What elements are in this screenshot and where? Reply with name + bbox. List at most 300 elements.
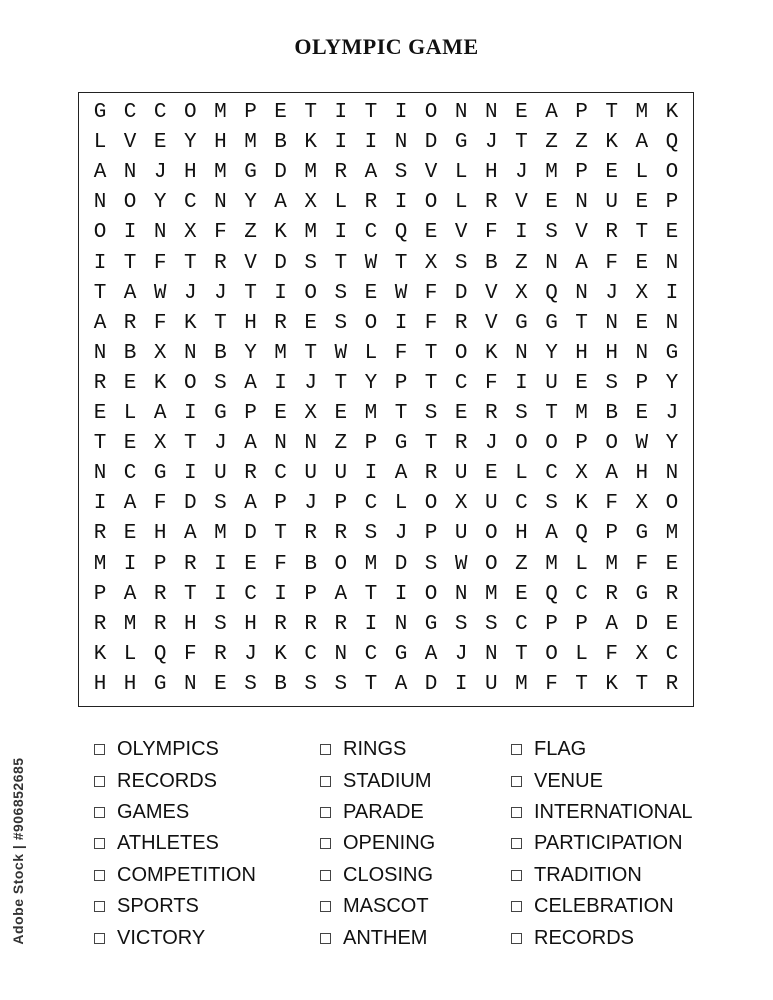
checkbox-icon[interactable] bbox=[320, 870, 331, 881]
grid-letter[interactable]: O bbox=[665, 161, 679, 185]
grid-letter[interactable]: N bbox=[605, 311, 618, 335]
grid-letter[interactable]: E bbox=[123, 371, 137, 395]
grid-letter[interactable]: R bbox=[484, 402, 498, 425]
grid-letter[interactable]: C bbox=[364, 642, 378, 666]
grid-letter[interactable]: I bbox=[364, 612, 378, 636]
grid-letter[interactable]: T bbox=[635, 672, 649, 696]
grid-letter[interactable]: F bbox=[635, 552, 649, 576]
grid-letter[interactable]: J bbox=[214, 432, 227, 456]
grid-letter[interactable]: P bbox=[304, 582, 317, 606]
grid-letter[interactable]: A bbox=[635, 131, 649, 155]
grid-letter[interactable]: O bbox=[93, 221, 107, 245]
grid-letter[interactable]: I bbox=[274, 582, 287, 606]
checkbox-icon[interactable] bbox=[94, 744, 105, 755]
grid-letter[interactable]: M bbox=[575, 402, 588, 425]
grid-letter[interactable]: E bbox=[424, 221, 438, 245]
grid-letter[interactable]: N bbox=[454, 582, 468, 606]
grid-letter[interactable]: S bbox=[454, 612, 468, 636]
grid-letter[interactable]: N bbox=[665, 311, 679, 335]
grid-letter[interactable]: F bbox=[484, 221, 498, 245]
grid-letter[interactable]: P bbox=[153, 552, 167, 576]
grid-letter[interactable]: R bbox=[605, 221, 618, 245]
grid-letter[interactable]: E bbox=[334, 402, 348, 425]
grid-letter[interactable]: E bbox=[244, 552, 257, 576]
grid-letter[interactable]: O bbox=[334, 552, 348, 576]
grid-letter[interactable]: N bbox=[334, 642, 348, 666]
checkbox-icon[interactable] bbox=[511, 933, 522, 944]
grid-letter[interactable]: R bbox=[454, 311, 468, 335]
grid-letter[interactable]: G bbox=[635, 522, 649, 546]
grid-letter[interactable]: N bbox=[665, 462, 679, 486]
grid-letter[interactable]: S bbox=[304, 251, 317, 275]
grid-letter[interactable]: T bbox=[334, 371, 348, 395]
grid-letter[interactable]: T bbox=[244, 281, 257, 305]
grid-letter[interactable]: M bbox=[214, 101, 227, 124]
grid-letter[interactable]: F bbox=[153, 492, 167, 516]
grid-letter[interactable]: H bbox=[183, 161, 197, 185]
grid-letter[interactable]: X bbox=[183, 221, 197, 245]
grid-letter[interactable]: J bbox=[394, 522, 408, 546]
grid-letter[interactable]: K bbox=[575, 492, 588, 516]
grid-letter[interactable]: A bbox=[123, 492, 137, 516]
grid-letter[interactable]: R bbox=[665, 582, 679, 606]
grid-letter[interactable]: W bbox=[334, 341, 348, 365]
grid-letter[interactable]: S bbox=[364, 522, 378, 546]
grid-letter[interactable]: Z bbox=[244, 221, 257, 245]
grid-letter[interactable]: J bbox=[304, 492, 317, 516]
grid-letter[interactable]: I bbox=[334, 101, 348, 124]
grid-letter[interactable]: A bbox=[364, 161, 378, 185]
grid-letter[interactable]: D bbox=[454, 281, 468, 305]
grid-letter[interactable]: N bbox=[183, 672, 197, 696]
grid-letter[interactable]: N bbox=[214, 191, 227, 215]
grid-letter[interactable]: I bbox=[364, 131, 378, 155]
grid-letter[interactable]: J bbox=[183, 281, 197, 305]
grid-letter[interactable]: N bbox=[575, 191, 588, 215]
grid-letter[interactable]: X bbox=[635, 642, 649, 666]
grid-letter[interactable]: X bbox=[635, 281, 649, 305]
grid-letter[interactable]: A bbox=[153, 402, 167, 425]
grid-letter[interactable]: M bbox=[364, 402, 378, 425]
grid-letter[interactable]: C bbox=[545, 462, 558, 486]
grid-letter[interactable]: R bbox=[93, 371, 107, 395]
grid-letter[interactable]: C bbox=[274, 462, 287, 486]
grid-letter[interactable]: A bbox=[394, 672, 408, 696]
grid-letter[interactable]: K bbox=[484, 341, 498, 365]
grid-letter[interactable]: U bbox=[545, 371, 558, 395]
grid-letter[interactable]: F bbox=[274, 552, 287, 576]
grid-letter[interactable]: E bbox=[304, 311, 317, 335]
grid-letter[interactable]: N bbox=[394, 131, 408, 155]
grid-letter[interactable]: I bbox=[274, 281, 287, 305]
grid-letter[interactable]: T bbox=[424, 432, 438, 456]
grid-letter[interactable]: T bbox=[183, 582, 197, 606]
grid-letter[interactable]: M bbox=[244, 131, 257, 155]
grid-letter[interactable]: N bbox=[93, 341, 107, 365]
grid-letter[interactable]: N bbox=[515, 341, 528, 365]
grid-letter[interactable]: U bbox=[214, 462, 227, 486]
grid-letter[interactable]: L bbox=[364, 341, 378, 365]
grid-letter[interactable]: L bbox=[454, 161, 468, 185]
grid-letter[interactable]: P bbox=[635, 371, 649, 395]
grid-letter[interactable]: H bbox=[214, 131, 227, 155]
grid-letter[interactable]: H bbox=[183, 612, 197, 636]
grid-letter[interactable]: E bbox=[545, 191, 558, 215]
checkbox-icon[interactable] bbox=[94, 838, 105, 849]
grid-letter[interactable]: Q bbox=[153, 642, 167, 666]
checkbox-icon[interactable] bbox=[320, 807, 331, 818]
grid-letter[interactable]: A bbox=[244, 432, 257, 456]
grid-letter[interactable]: V bbox=[484, 311, 498, 335]
grid-letter[interactable]: B bbox=[274, 672, 287, 696]
grid-letter[interactable]: T bbox=[364, 582, 378, 606]
grid-letter[interactable]: F bbox=[424, 311, 438, 335]
grid-letter[interactable]: P bbox=[605, 522, 618, 546]
grid-letter[interactable]: H bbox=[635, 462, 649, 486]
grid-letter[interactable]: Q bbox=[545, 582, 558, 606]
grid-letter[interactable]: P bbox=[575, 612, 588, 636]
grid-letter[interactable]: X bbox=[424, 251, 438, 275]
grid-letter[interactable]: S bbox=[454, 251, 468, 275]
grid-letter[interactable]: H bbox=[153, 522, 167, 546]
grid-letter[interactable]: X bbox=[454, 492, 468, 516]
grid-letter[interactable]: R bbox=[304, 612, 317, 636]
grid-letter[interactable]: O bbox=[484, 552, 498, 576]
grid-letter[interactable]: F bbox=[183, 642, 197, 666]
grid-letter[interactable]: I bbox=[214, 582, 227, 606]
grid-letter[interactable]: L bbox=[123, 402, 137, 425]
grid-letter[interactable]: V bbox=[454, 221, 468, 245]
grid-letter[interactable]: K bbox=[605, 672, 618, 696]
grid-letter[interactable]: D bbox=[424, 131, 438, 155]
grid-letter[interactable]: R bbox=[214, 251, 227, 275]
grid-letter[interactable]: T bbox=[93, 432, 107, 456]
grid-letter[interactable]: P bbox=[545, 612, 558, 636]
grid-letter[interactable]: U bbox=[304, 462, 317, 486]
grid-letter[interactable]: J bbox=[605, 281, 618, 305]
grid-letter[interactable]: R bbox=[424, 462, 438, 486]
grid-letter[interactable]: X bbox=[304, 191, 317, 215]
grid-letter[interactable]: B bbox=[274, 131, 287, 155]
grid-letter[interactable]: S bbox=[484, 612, 498, 636]
grid-letter[interactable]: M bbox=[304, 161, 317, 185]
grid-letter[interactable]: G bbox=[153, 462, 167, 486]
grid-letter[interactable]: E bbox=[123, 522, 137, 546]
grid-letter[interactable]: I bbox=[515, 371, 528, 395]
grid-letter[interactable]: E bbox=[484, 462, 498, 486]
grid-letter[interactable]: J bbox=[484, 131, 498, 155]
grid-letter[interactable]: H bbox=[605, 341, 618, 365]
grid-letter[interactable]: N bbox=[484, 642, 498, 666]
grid-letter[interactable]: A bbox=[605, 462, 618, 486]
grid-letter[interactable]: S bbox=[545, 492, 558, 516]
grid-letter[interactable]: F bbox=[394, 341, 408, 365]
grid-letter[interactable]: I bbox=[334, 221, 348, 245]
grid-letter[interactable]: B bbox=[304, 552, 317, 576]
grid-letter[interactable]: Z bbox=[575, 131, 588, 155]
grid-letter[interactable]: P bbox=[244, 402, 257, 425]
grid-letter[interactable]: V bbox=[484, 281, 498, 305]
grid-letter[interactable]: H bbox=[244, 311, 257, 335]
checkbox-icon[interactable] bbox=[94, 870, 105, 881]
grid-letter[interactable]: O bbox=[123, 191, 137, 215]
grid-letter[interactable]: G bbox=[424, 612, 438, 636]
grid-letter[interactable]: J bbox=[515, 161, 528, 185]
grid-letter[interactable]: T bbox=[93, 281, 107, 305]
grid-letter[interactable]: N bbox=[183, 341, 197, 365]
grid-letter[interactable]: T bbox=[214, 311, 227, 335]
grid-letter[interactable]: X bbox=[153, 341, 167, 365]
grid-letter[interactable]: W bbox=[153, 281, 167, 305]
grid-letter[interactable]: M bbox=[515, 672, 528, 696]
grid-letter[interactable]: L bbox=[123, 642, 137, 666]
grid-letter[interactable]: A bbox=[93, 161, 107, 185]
grid-letter[interactable]: E bbox=[515, 101, 528, 124]
grid-letter[interactable]: R bbox=[454, 432, 468, 456]
grid-letter[interactable]: E bbox=[123, 432, 137, 456]
grid-letter[interactable]: M bbox=[274, 341, 287, 365]
grid-letter[interactable]: O bbox=[665, 492, 679, 516]
grid-letter[interactable]: Y bbox=[153, 191, 167, 215]
grid-letter[interactable]: Z bbox=[515, 251, 528, 275]
grid-letter[interactable]: P bbox=[665, 191, 679, 215]
grid-letter[interactable]: U bbox=[605, 191, 618, 215]
grid-letter[interactable]: P bbox=[334, 492, 348, 516]
grid-letter[interactable]: R bbox=[334, 522, 348, 546]
grid-letter[interactable]: C bbox=[304, 642, 317, 666]
grid-letter[interactable]: L bbox=[575, 642, 588, 666]
grid-letter[interactable]: I bbox=[214, 552, 227, 576]
grid-letter[interactable]: M bbox=[304, 221, 317, 245]
grid-letter[interactable]: X bbox=[515, 281, 528, 305]
grid-letter[interactable]: Y bbox=[183, 131, 197, 155]
grid-letter[interactable]: E bbox=[93, 402, 107, 425]
grid-letter[interactable]: R bbox=[334, 161, 348, 185]
grid-letter[interactable]: T bbox=[274, 522, 287, 546]
grid-letter[interactable]: Y bbox=[665, 371, 679, 395]
grid-letter[interactable]: R bbox=[274, 311, 287, 335]
grid-letter[interactable]: W bbox=[454, 552, 468, 576]
grid-letter[interactable]: T bbox=[424, 341, 438, 365]
checkbox-icon[interactable] bbox=[320, 933, 331, 944]
grid-letter[interactable]: R bbox=[153, 582, 167, 606]
grid-letter[interactable]: T bbox=[545, 402, 558, 425]
grid-letter[interactable]: Y bbox=[364, 371, 378, 395]
grid-letter[interactable]: L bbox=[93, 131, 107, 155]
grid-letter[interactable]: A bbox=[545, 522, 558, 546]
grid-letter[interactable]: T bbox=[183, 251, 197, 275]
grid-letter[interactable]: N bbox=[575, 281, 588, 305]
grid-letter[interactable]: W bbox=[635, 432, 649, 456]
grid-letter[interactable]: E bbox=[364, 281, 378, 305]
grid-letter[interactable]: Y bbox=[244, 191, 257, 215]
grid-letter[interactable]: M bbox=[214, 522, 227, 546]
grid-letter[interactable]: A bbox=[123, 281, 137, 305]
grid-letter[interactable]: T bbox=[515, 642, 528, 666]
grid-letter[interactable]: O bbox=[424, 492, 438, 516]
grid-letter[interactable]: A bbox=[244, 492, 257, 516]
grid-letter[interactable]: C bbox=[123, 101, 137, 124]
grid-letter[interactable]: K bbox=[183, 311, 197, 335]
grid-letter[interactable]: O bbox=[454, 341, 468, 365]
grid-letter[interactable]: P bbox=[575, 432, 588, 456]
grid-letter[interactable]: A bbox=[274, 191, 287, 215]
grid-letter[interactable]: H bbox=[244, 612, 257, 636]
grid-letter[interactable]: T bbox=[605, 101, 618, 124]
grid-letter[interactable]: S bbox=[394, 161, 408, 185]
grid-letter[interactable]: D bbox=[274, 251, 287, 275]
grid-letter[interactable]: E bbox=[274, 402, 287, 425]
grid-letter[interactable]: G bbox=[214, 402, 227, 425]
grid-letter[interactable]: W bbox=[364, 251, 378, 275]
grid-letter[interactable]: I bbox=[515, 221, 528, 245]
grid-letter[interactable]: S bbox=[334, 281, 348, 305]
grid-letter[interactable]: V bbox=[515, 191, 528, 215]
grid-letter[interactable]: L bbox=[575, 552, 588, 576]
grid-letter[interactable]: D bbox=[394, 552, 408, 576]
grid-letter[interactable]: V bbox=[244, 251, 257, 275]
grid-letter[interactable]: D bbox=[424, 672, 438, 696]
checkbox-icon[interactable] bbox=[320, 776, 331, 787]
grid-letter[interactable]: E bbox=[665, 612, 679, 636]
grid-letter[interactable]: K bbox=[153, 371, 167, 395]
grid-letter[interactable]: Q bbox=[545, 281, 558, 305]
grid-letter[interactable]: F bbox=[153, 251, 167, 275]
grid-letter[interactable]: D bbox=[183, 492, 197, 516]
grid-letter[interactable]: I bbox=[394, 311, 408, 335]
grid-letter[interactable]: S bbox=[214, 371, 227, 395]
grid-letter[interactable]: S bbox=[244, 672, 257, 696]
grid-letter[interactable]: C bbox=[364, 492, 378, 516]
grid-letter[interactable]: Y bbox=[545, 341, 558, 365]
grid-letter[interactable]: S bbox=[214, 492, 227, 516]
grid-letter[interactable]: I bbox=[183, 402, 197, 425]
grid-letter[interactable]: T bbox=[123, 251, 137, 275]
grid-letter[interactable]: E bbox=[605, 161, 618, 185]
grid-letter[interactable]: T bbox=[575, 672, 588, 696]
grid-letter[interactable]: X bbox=[575, 462, 588, 486]
grid-letter[interactable]: C bbox=[153, 101, 167, 124]
grid-letter[interactable]: M bbox=[545, 161, 558, 185]
grid-letter[interactable]: A bbox=[334, 582, 348, 606]
grid-letter[interactable]: J bbox=[153, 161, 167, 185]
grid-letter[interactable]: P bbox=[93, 582, 107, 606]
grid-letter[interactable]: E bbox=[274, 101, 287, 124]
grid-letter[interactable]: U bbox=[454, 462, 468, 486]
grid-letter[interactable]: V bbox=[424, 161, 438, 185]
grid-letter[interactable]: M bbox=[545, 552, 558, 576]
grid-letter[interactable]: O bbox=[183, 101, 197, 124]
grid-letter[interactable]: N bbox=[274, 432, 287, 456]
grid-letter[interactable]: A bbox=[244, 371, 257, 395]
grid-letter[interactable]: E bbox=[575, 371, 588, 395]
grid-letter[interactable]: X bbox=[635, 492, 649, 516]
grid-letter[interactable]: S bbox=[605, 371, 618, 395]
grid-letter[interactable]: P bbox=[244, 101, 257, 124]
checkbox-icon[interactable] bbox=[94, 901, 105, 912]
grid-letter[interactable]: R bbox=[244, 462, 257, 486]
grid-letter[interactable]: J bbox=[304, 371, 317, 395]
checkbox-icon[interactable] bbox=[320, 901, 331, 912]
grid-letter[interactable]: P bbox=[364, 432, 378, 456]
grid-letter[interactable]: E bbox=[214, 672, 227, 696]
grid-letter[interactable]: K bbox=[304, 131, 317, 155]
grid-letter[interactable]: A bbox=[424, 642, 438, 666]
checkbox-icon[interactable] bbox=[511, 807, 522, 818]
grid-letter[interactable]: R bbox=[274, 612, 287, 636]
grid-letter[interactable]: G bbox=[394, 642, 408, 666]
grid-letter[interactable]: C bbox=[244, 582, 257, 606]
grid-letter[interactable]: M bbox=[364, 552, 378, 576]
grid-letter[interactable]: J bbox=[214, 281, 227, 305]
checkbox-icon[interactable] bbox=[511, 901, 522, 912]
grid-letter[interactable]: S bbox=[214, 612, 227, 636]
grid-letter[interactable]: E bbox=[635, 402, 649, 425]
grid-letter[interactable]: N bbox=[93, 462, 107, 486]
grid-letter[interactable]: G bbox=[153, 672, 167, 696]
grid-letter[interactable]: N bbox=[153, 221, 167, 245]
grid-letter[interactable]: T bbox=[394, 251, 408, 275]
grid-letter[interactable]: U bbox=[454, 522, 468, 546]
grid-letter[interactable]: P bbox=[575, 161, 588, 185]
grid-letter[interactable]: O bbox=[424, 582, 438, 606]
grid-letter[interactable]: P bbox=[274, 492, 287, 516]
grid-letter[interactable]: A bbox=[93, 311, 107, 335]
grid-letter[interactable]: Y bbox=[244, 341, 257, 365]
grid-letter[interactable]: O bbox=[364, 311, 378, 335]
grid-letter[interactable]: C bbox=[123, 462, 137, 486]
grid-letter[interactable]: S bbox=[424, 552, 438, 576]
grid-letter[interactable]: M bbox=[605, 552, 618, 576]
grid-letter[interactable]: X bbox=[304, 402, 317, 425]
grid-letter[interactable]: I bbox=[93, 251, 107, 275]
grid-letter[interactable]: Z bbox=[545, 131, 558, 155]
grid-letter[interactable]: I bbox=[93, 492, 107, 516]
grid-letter[interactable]: B bbox=[484, 251, 498, 275]
grid-letter[interactable]: F bbox=[214, 221, 227, 245]
grid-letter[interactable]: V bbox=[123, 131, 137, 155]
grid-letter[interactable]: J bbox=[454, 642, 468, 666]
grid-letter[interactable]: W bbox=[394, 281, 408, 305]
grid-letter[interactable]: O bbox=[545, 432, 558, 456]
grid-letter[interactable]: U bbox=[484, 492, 498, 516]
grid-letter[interactable]: I bbox=[665, 281, 679, 305]
checkbox-icon[interactable] bbox=[94, 807, 105, 818]
grid-letter[interactable]: G bbox=[545, 311, 558, 335]
grid-letter[interactable]: E bbox=[515, 582, 528, 606]
grid-letter[interactable]: H bbox=[93, 672, 107, 696]
grid-letter[interactable]: G bbox=[635, 582, 649, 606]
checkbox-icon[interactable] bbox=[511, 838, 522, 849]
grid-letter[interactable]: I bbox=[183, 462, 197, 486]
grid-letter[interactable]: A bbox=[394, 462, 408, 486]
grid-letter[interactable]: N bbox=[665, 251, 679, 275]
grid-letter[interactable]: F bbox=[605, 492, 618, 516]
grid-letter[interactable]: M bbox=[665, 522, 679, 546]
grid-letter[interactable]: R bbox=[153, 612, 167, 636]
grid-letter[interactable]: M bbox=[635, 101, 649, 124]
grid-letter[interactable]: P bbox=[575, 101, 588, 124]
grid-letter[interactable]: C bbox=[515, 612, 528, 636]
grid-letter[interactable]: M bbox=[123, 612, 137, 636]
grid-letter[interactable]: C bbox=[454, 371, 468, 395]
grid-letter[interactable]: R bbox=[364, 191, 378, 215]
grid-letter[interactable]: Z bbox=[334, 432, 348, 456]
grid-letter[interactable]: R bbox=[93, 612, 107, 636]
checkbox-icon[interactable] bbox=[511, 744, 522, 755]
grid-letter[interactable]: O bbox=[424, 101, 438, 124]
grid-letter[interactable]: A bbox=[545, 101, 558, 124]
